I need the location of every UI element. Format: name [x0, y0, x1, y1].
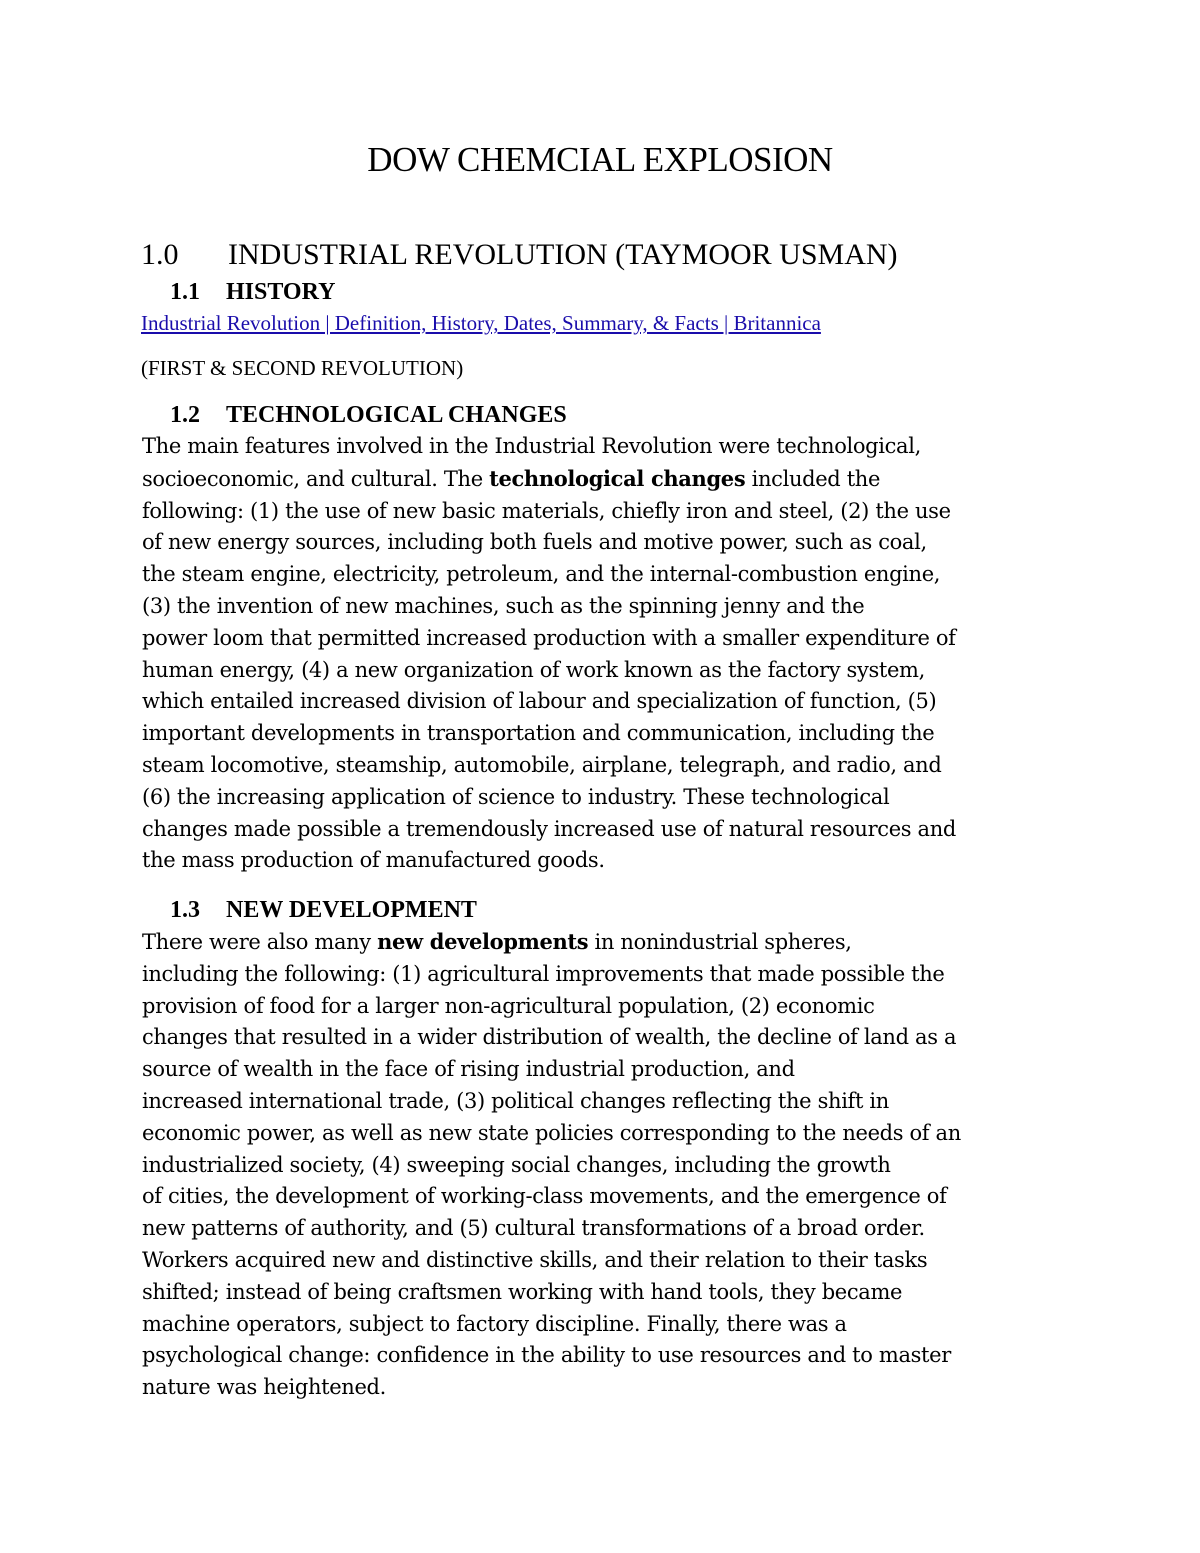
- paragraph-line: psychological change: confidence in the ability to use resources and to master: [142, 1343, 951, 1368]
- new-development-title: NEW DEVELOPMENT: [226, 897, 477, 923]
- section-number: 1.0: [141, 238, 179, 271]
- history-number: 1.1: [170, 279, 200, 305]
- paragraph-line: machine operators, subject to factory discipline. Finally, there was a: [142, 1311, 847, 1336]
- history-heading: [170, 279, 335, 306]
- bold-phrase: new developments: [377, 929, 589, 954]
- paragraph-line: the mass production of manufactured goods.: [142, 848, 605, 873]
- paragraph-line: including the following: (1) agricultural improvements that made possible the: [142, 961, 945, 986]
- paragraph-line: the steam engine, electricity, petroleum, and the internal-combustion engine,: [142, 562, 941, 587]
- paragraph-line: socioeconomic, and cultural. The technological changes included the: [142, 465, 881, 491]
- paragraph-line: economic power, as well as new state policies corresponding to the needs of an: [142, 1120, 961, 1145]
- paragraph-line: steam locomotive, steamship, automobile, airplane, telegraph, and radio, and: [142, 752, 942, 777]
- paragraph-line: power loom that permitted increased production with a smaller expenditure of: [142, 625, 956, 650]
- paragraph-line: provision of food for a larger non-agricultural population, (2) economic: [142, 993, 875, 1018]
- paragraph-line: of new energy sources, including both fuels and motive power, such as coal,: [142, 530, 927, 555]
- paragraph-line: of cities, the development of working-class movements, and the emergence of: [142, 1184, 947, 1209]
- technological-number: 1.2: [170, 402, 200, 428]
- new-development-paragraph: [142, 926, 1102, 1404]
- history-title: HISTORY: [226, 279, 336, 305]
- paragraph-line: important developments in transportation and communication, including the: [142, 721, 935, 746]
- bold-phrase: technological changes: [489, 465, 746, 491]
- technological-title: TECHNOLOGICAL CHANGES: [226, 402, 567, 428]
- paragraph-line: which entailed increased division of labour and specialization of function, (5): [142, 689, 937, 714]
- paragraph-line: (3) the invention of new machines, such as the spinning jenny and the: [142, 593, 865, 618]
- paragraph-line: The main features involved in the Industrial Revolution were technological,: [142, 434, 921, 458]
- paragraph-line: following: (1) the use of new basic materials, chiefly iron and steel, (2) the use: [142, 498, 951, 523]
- paragraph-line: (6) the increasing application of science to industry. These technological: [142, 784, 890, 809]
- paragraph-line: new patterns of authority, and (5) cultural transformations of a broad order.: [142, 1216, 925, 1241]
- paragraph-line: industrialized society, (4) sweeping social changes, including the growth: [142, 1152, 891, 1177]
- paragraph-line: source of wealth in the face of rising industrial production, and: [142, 1057, 795, 1082]
- paragraph-line: increased international trade, (3) political changes reflecting the shift in: [142, 1088, 889, 1113]
- britannica-link[interactable]: Industrial Revolution | Definition, History, Dates, Summary, & Facts | Britannica: [141, 311, 821, 335]
- document-title: DOW CHEMCIAL EXPLOSION: [367, 140, 833, 179]
- technological-heading: [170, 402, 567, 429]
- paragraph-line: changes made possible a tremendously increased use of natural resources and: [142, 816, 956, 841]
- paragraph-line: shifted; instead of being craftsmen working with hand tools, they became: [142, 1279, 903, 1304]
- paragraph-line: There were also many new developments in nonindustrial spheres,: [142, 929, 852, 954]
- paragraph-line: human energy, (4) a new organization of work known as the factory system,: [142, 657, 925, 682]
- technological-paragraph: [142, 431, 1102, 877]
- section-title: INDUSTRIAL REVOLUTION (TAYMOOR USMAN): [228, 238, 898, 271]
- new-development-heading: [170, 897, 477, 924]
- section-heading: [141, 238, 898, 272]
- paragraph-line: changes that resulted in a wider distribution of wealth, the decline of land as a: [142, 1025, 957, 1050]
- revolution-note: (FIRST & SECOND REVOLUTION): [141, 356, 464, 380]
- paragraph-line: Workers acquired new and distinctive skills, and their relation to their tasks: [142, 1247, 928, 1272]
- paragraph-line: nature was heightened.: [142, 1375, 386, 1400]
- new-development-number: 1.3: [170, 897, 200, 923]
